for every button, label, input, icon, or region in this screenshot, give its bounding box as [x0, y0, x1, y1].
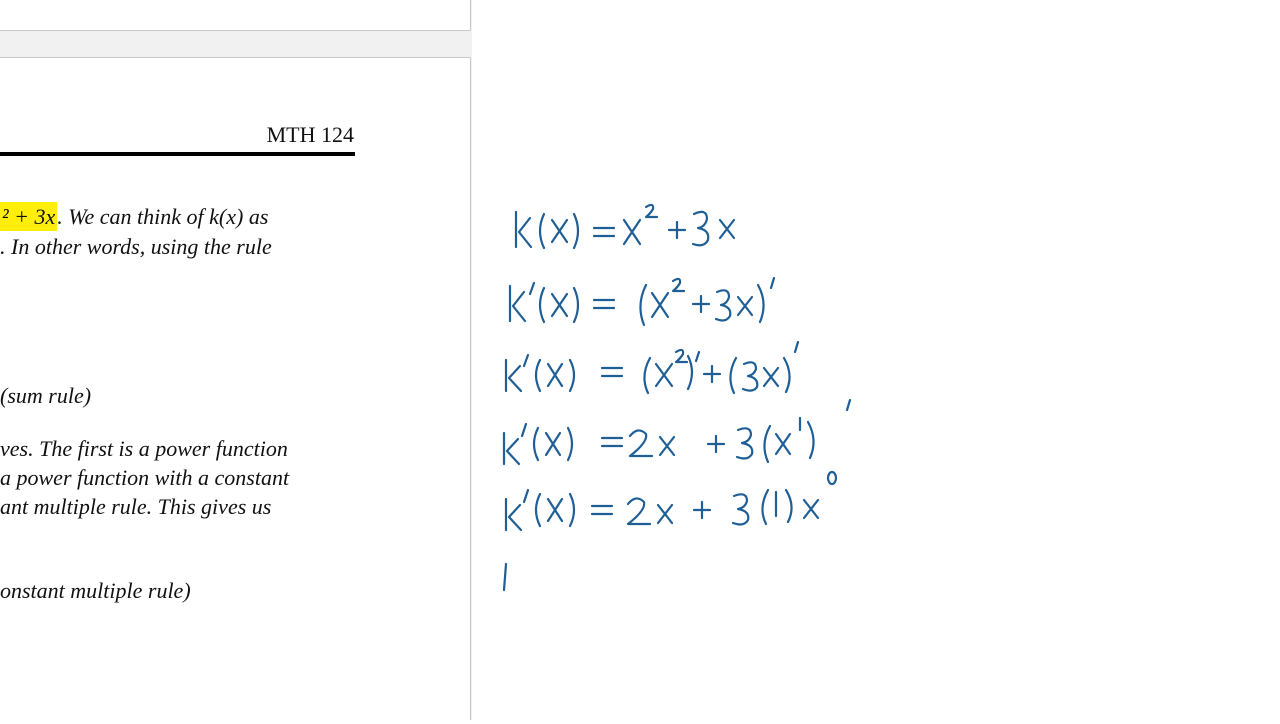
text-line-3: (sum rule) [0, 383, 92, 408]
text-line-1: ² + 3x. We can think of k(x) as [2, 204, 269, 229]
handwriting-canvas[interactable] [472, 0, 1280, 720]
text-line-5: a power function with a constant [0, 465, 290, 490]
document-page [0, 57, 471, 720]
ink-line-6 [504, 564, 506, 590]
highlighted-expression: ² + 3x [2, 204, 56, 229]
text-line-7: onstant multiple rule) [0, 578, 191, 603]
text-line-2: . In other words, using the rule [0, 234, 272, 259]
course-header: MTH 124 [266, 122, 354, 147]
ink-line-1 [516, 205, 734, 248]
ink-line-3 [506, 342, 798, 393]
text-line-6: ant multiple rule. This gives us [0, 494, 272, 519]
document-viewer[interactable] [0, 0, 472, 720]
ink-line-5 [506, 472, 836, 530]
text-line-4: ves. The first is a power function [0, 436, 288, 461]
ink-line-4 [504, 400, 850, 464]
ink-layer [472, 0, 1280, 720]
previous-page [0, 0, 471, 31]
header-rule [0, 152, 355, 156]
ink-line-2 [510, 278, 774, 325]
